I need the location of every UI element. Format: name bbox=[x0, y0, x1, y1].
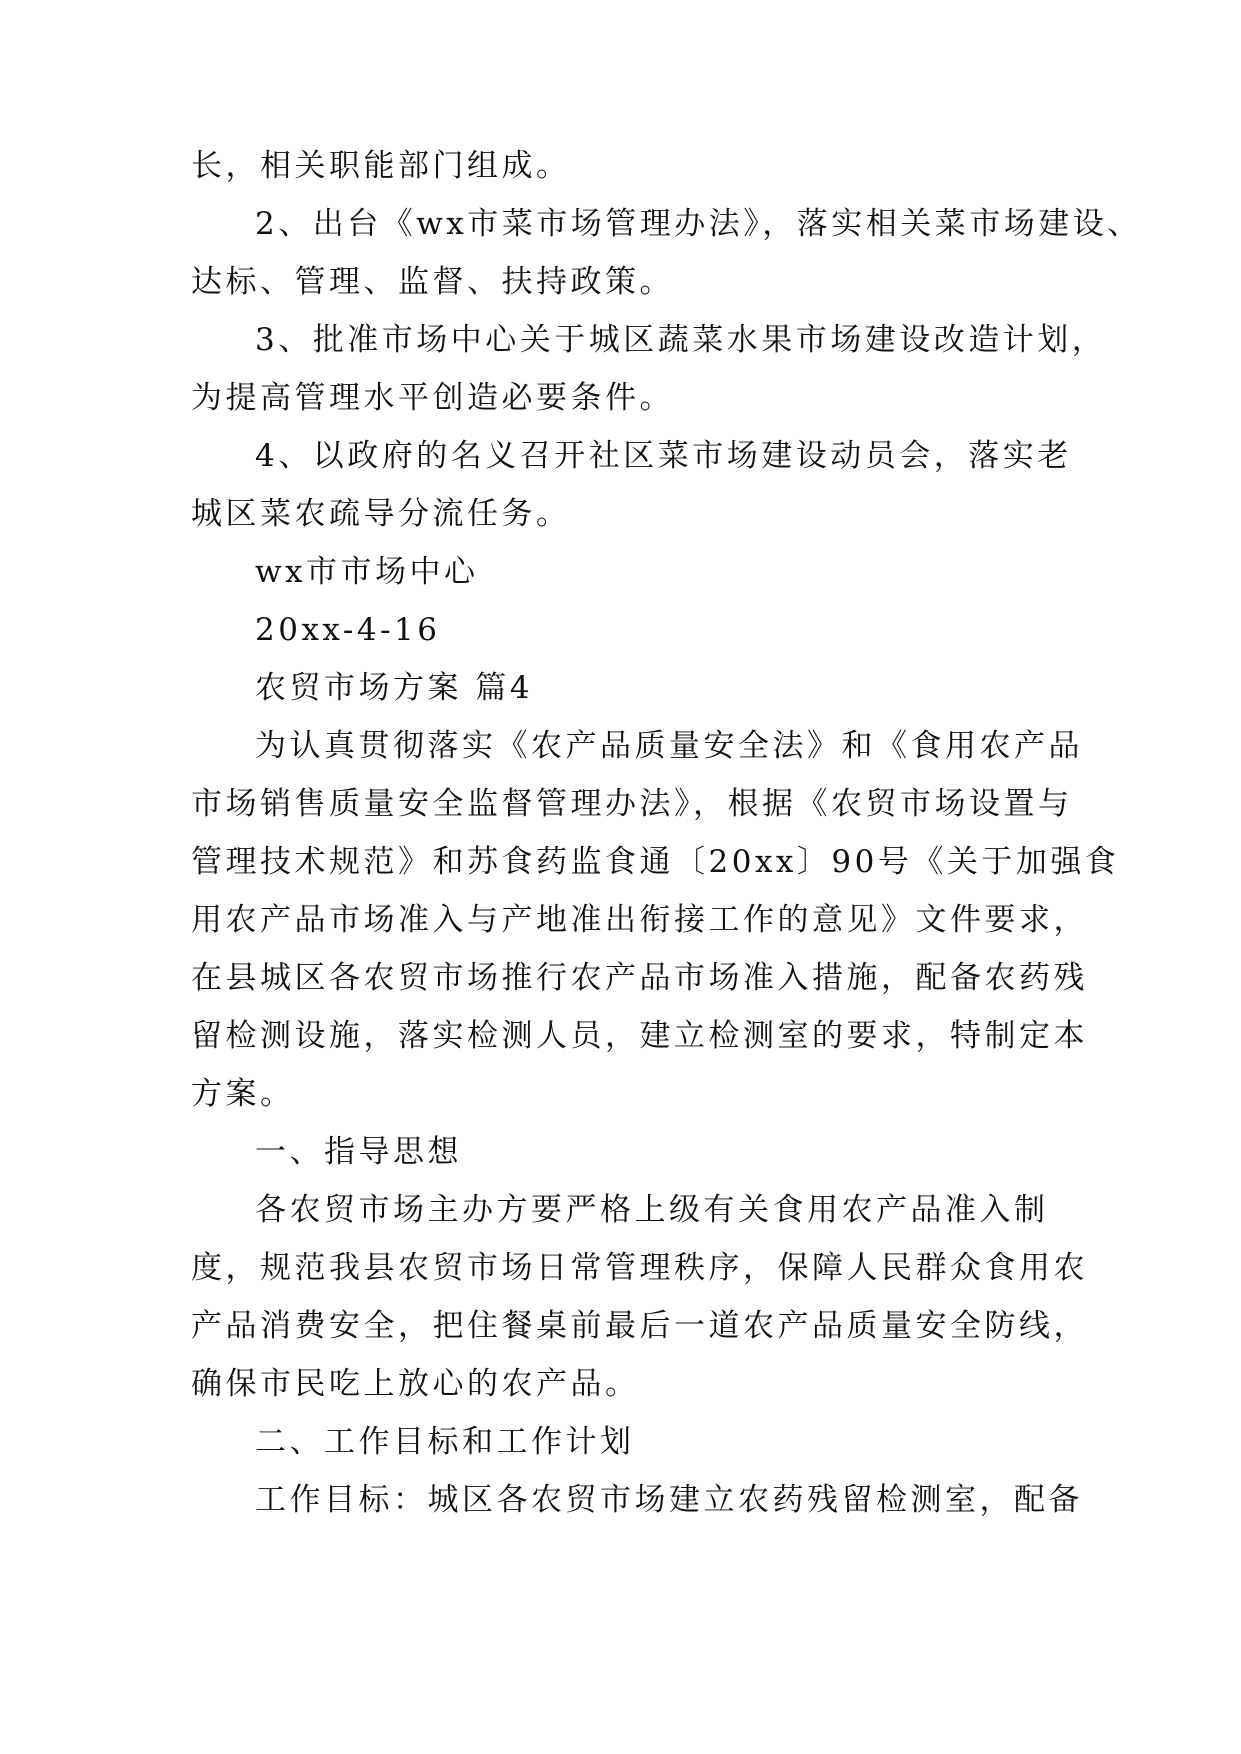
paragraph-line: 达标、管理、监督、扶持政策。 bbox=[191, 264, 674, 300]
paragraph-line: 用农产品市场准入与产地准出衔接工作的意见》文件要求， bbox=[191, 902, 1088, 938]
paragraph-line: 各农贸市场主办方要严格上级有关食用农产品准入制 bbox=[255, 1192, 1049, 1228]
paragraph-line: 为提高管理水平创造必要条件。 bbox=[191, 380, 674, 416]
paragraph-line: 2、出台《wx市菜市场管理办法》，落实相关菜市场建设、 bbox=[255, 206, 1142, 242]
paragraph-line: 确保市民吃上放心的农产品。 bbox=[191, 1366, 640, 1402]
paragraph-line: 4、以政府的名义召开社区菜市场建设动员会，落实老 bbox=[255, 438, 1072, 474]
paragraph-line: 3、批准市场中心关于城区蔬菜水果市场建设改造计划， bbox=[255, 322, 1107, 358]
paragraph-line: 管理技术规范》和苏食药监食通〔20xx〕90号《关于加强食 bbox=[191, 844, 1120, 880]
heading-work-goals: 二、工作目标和工作计划 bbox=[255, 1424, 635, 1460]
paragraph-line: 度，规范我县农贸市场日常管理秩序，保障人民群众食用农 bbox=[191, 1250, 1088, 1286]
paragraph-line: 产品消费安全，把住餐桌前最后一道农产品质量安全防线， bbox=[191, 1308, 1088, 1344]
paragraph-line: 工作目标：城区各农贸市场建立农药残留检测室，配备 bbox=[255, 1482, 1083, 1518]
paragraph-line: 在县城区各农贸市场推行农产品市场准入措施，配备农药残 bbox=[191, 960, 1088, 996]
section-title: 农贸市场方案 篇4 bbox=[255, 670, 534, 706]
paragraph-line: 城区菜农疏导分流任务。 bbox=[191, 496, 571, 532]
signature-org: wx市市场中心 bbox=[255, 554, 479, 590]
paragraph-line: 为认真贯彻落实《农产品质量安全法》和《食用农产品 bbox=[255, 728, 1083, 764]
heading-guiding-ideology: 一、指导思想 bbox=[255, 1134, 462, 1170]
signature-date: 20xx-4-16 bbox=[255, 612, 441, 648]
paragraph-line: 市场销售质量安全监督管理办法》，根据《农贸市场设置与 bbox=[191, 786, 1073, 822]
paragraph-line: 长，相关职能部门组成。 bbox=[191, 148, 571, 184]
paragraph-line: 方案。 bbox=[191, 1076, 295, 1112]
paragraph-line: 留检测设施，落实检测人员，建立检测室的要求，特制定本 bbox=[191, 1018, 1088, 1054]
